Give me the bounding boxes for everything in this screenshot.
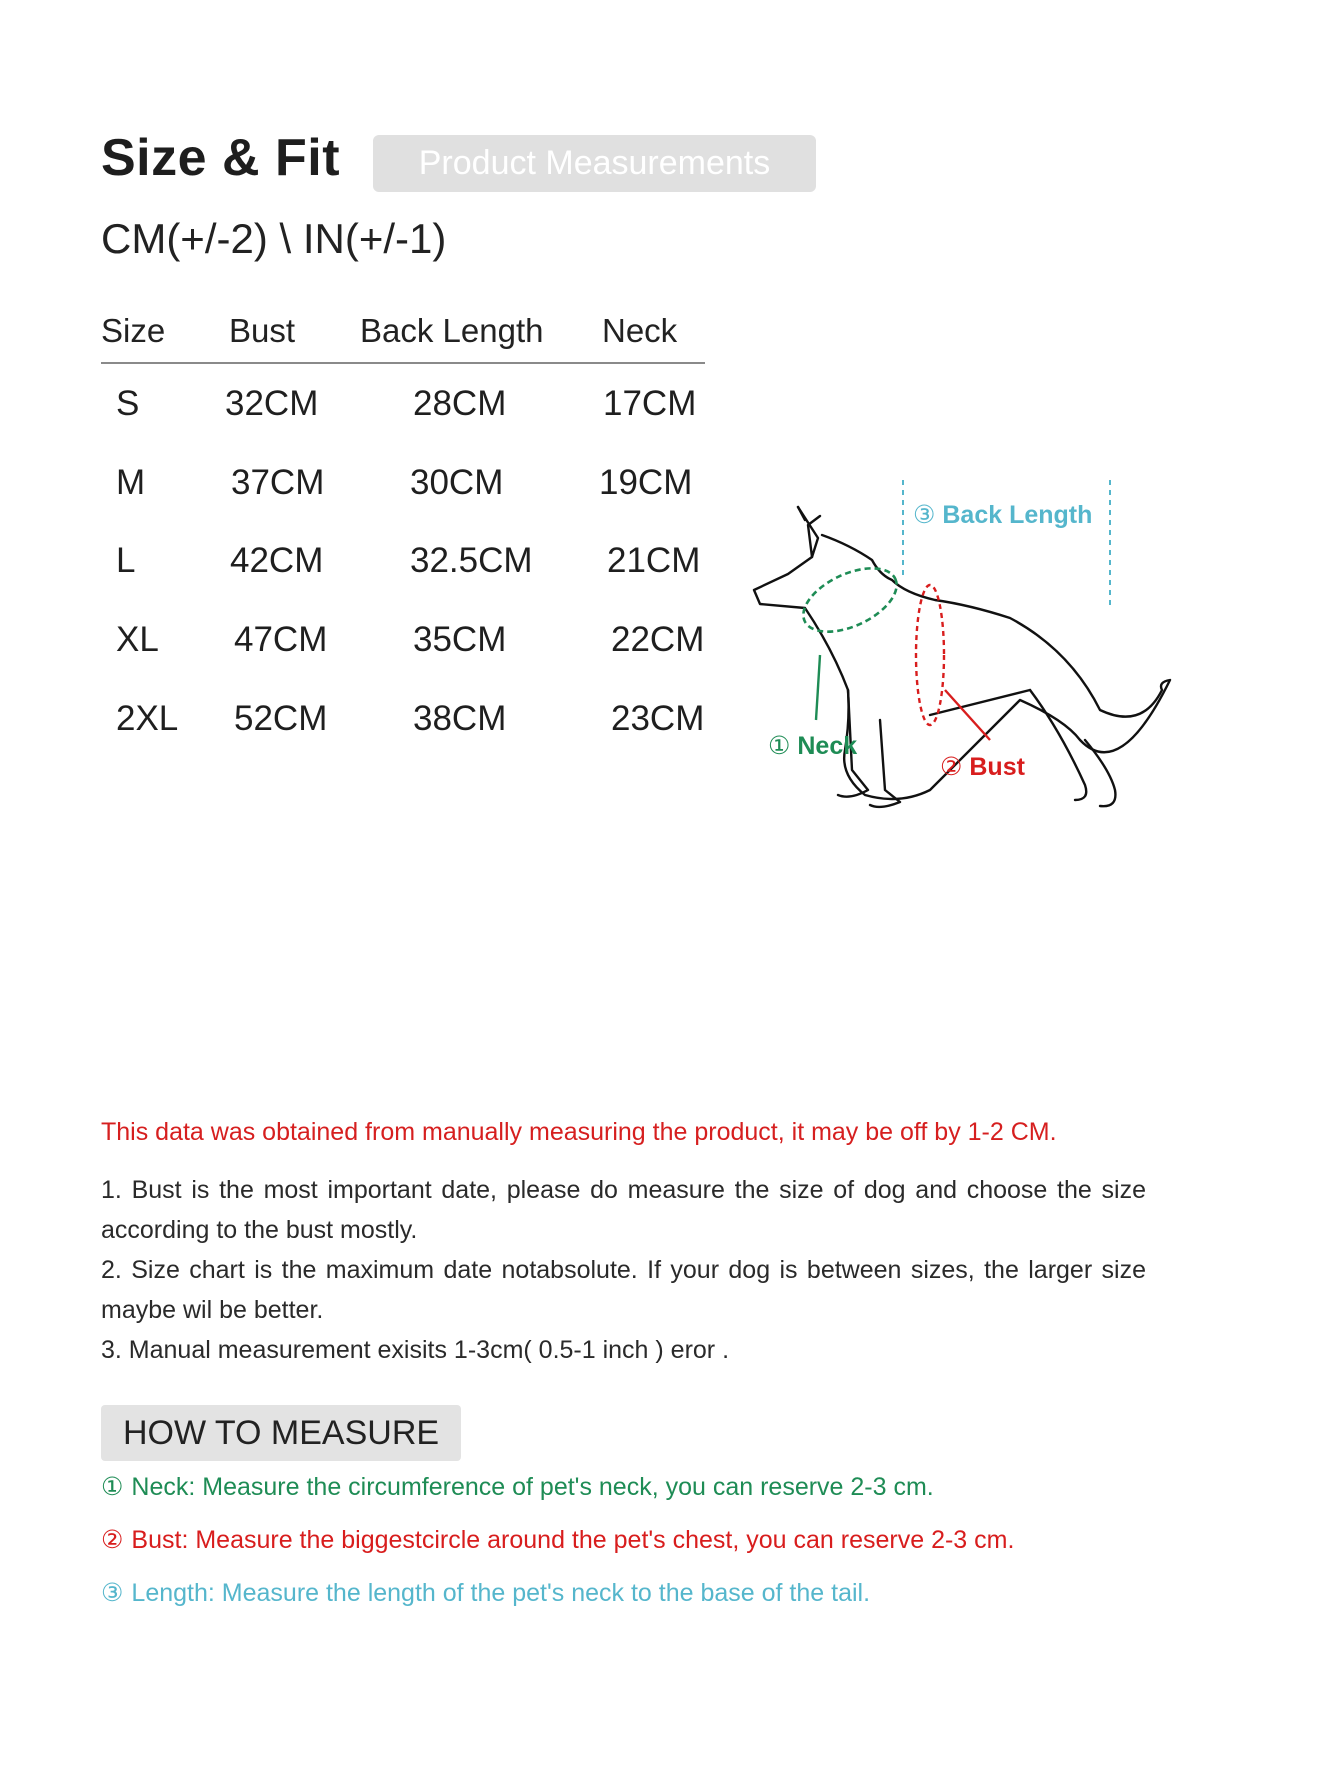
how-to-bust-num: ② xyxy=(101,1526,124,1554)
neck-text: Neck xyxy=(797,732,858,760)
neck-pointer-line xyxy=(816,655,820,720)
header-neck: Neck xyxy=(602,312,678,349)
table-cell-neck: 21CM xyxy=(607,541,701,580)
back-length-text: Back Length xyxy=(942,501,1093,529)
header-size: Size xyxy=(101,312,166,349)
how-to-bust xyxy=(101,1525,1014,1555)
table-cell-back-length: 32.5CM xyxy=(410,541,533,580)
table-cell-neck: 23CM xyxy=(611,699,705,738)
how-to-length-text: Length: Measure the length of the pet's neck to the base of the tail. xyxy=(131,1579,871,1607)
table-cell-back-length: 28CM xyxy=(413,384,507,423)
table-cell-bust: 42CM xyxy=(230,541,324,580)
table-cell-neck: 17CM xyxy=(603,384,697,423)
table-cell-neck: 19CM xyxy=(599,463,693,502)
how-to-length xyxy=(101,1578,870,1608)
neck-collar-ring xyxy=(794,555,907,644)
table-cell-size: M xyxy=(116,463,146,502)
diagram-label-bust xyxy=(940,752,1025,782)
neck-num: ① xyxy=(768,732,791,760)
table-cell-back-length: 30CM xyxy=(410,463,504,502)
note-item: 1. Bust is the most important date, please do measure the size of dog and choose the size according to the bust mostly. xyxy=(101,1176,1146,1244)
note-item: 3. Manual measurement exisits 1-3cm( 0.5-1 inch ) eror . xyxy=(101,1336,730,1364)
header-bust: Bust xyxy=(229,312,296,349)
page-title: Size & Fit xyxy=(101,129,341,187)
diagram-label-back-length xyxy=(913,500,1092,530)
table-cell-size: S xyxy=(116,384,140,423)
how-to-measure-title: HOW TO MEASURE xyxy=(101,1405,461,1461)
header-divider xyxy=(101,362,705,364)
notes-list xyxy=(101,1170,1146,1370)
product-measurements-badge: Product Measurements xyxy=(373,135,816,192)
tolerance-note: CM(+/-2) \ IN(+/-1) xyxy=(101,215,447,262)
how-to-bust-text: Bust: Measure the biggestcircle around the pet's chest, you can reserve 2-3 cm. xyxy=(131,1526,1015,1554)
table-cell-size: 2XL xyxy=(116,699,179,738)
bust-ring xyxy=(916,585,944,725)
table-cell-bust: 32CM xyxy=(225,384,319,423)
bust-pointer-line xyxy=(945,690,990,740)
table-cell-neck: 22CM xyxy=(611,620,705,659)
how-to-length-num: ③ xyxy=(101,1579,124,1607)
diagram-label-neck xyxy=(768,731,857,761)
table-cell-bust: 47CM xyxy=(234,620,328,659)
how-to-neck-num: ① xyxy=(101,1473,124,1501)
measurement-disclaimer: This data was obtained from manually measuring the product, it may be off by 1-2 CM. xyxy=(101,1118,1057,1146)
table-cell-back-length: 35CM xyxy=(413,620,507,659)
back-length-num: ③ xyxy=(913,501,936,529)
bust-text: Bust xyxy=(969,753,1025,781)
how-to-neck-text: Neck: Measure the circumference of pet's neck, you can reserve 2-3 cm. xyxy=(131,1473,934,1501)
table-cell-size: XL xyxy=(116,620,159,659)
header-back-length: Back Length xyxy=(360,312,544,349)
table-cell-bust: 37CM xyxy=(231,463,325,502)
how-to-neck xyxy=(101,1472,934,1502)
note-item: 2. Size chart is the maximum date notabsolute. If your dog is between sizes, the larger size maybe wil be better. xyxy=(101,1256,1146,1324)
bust-num: ② xyxy=(940,753,963,781)
table-cell-back-length: 38CM xyxy=(413,699,507,738)
table-cell-bust: 52CM xyxy=(234,699,328,738)
table-cell-size: L xyxy=(116,541,136,580)
